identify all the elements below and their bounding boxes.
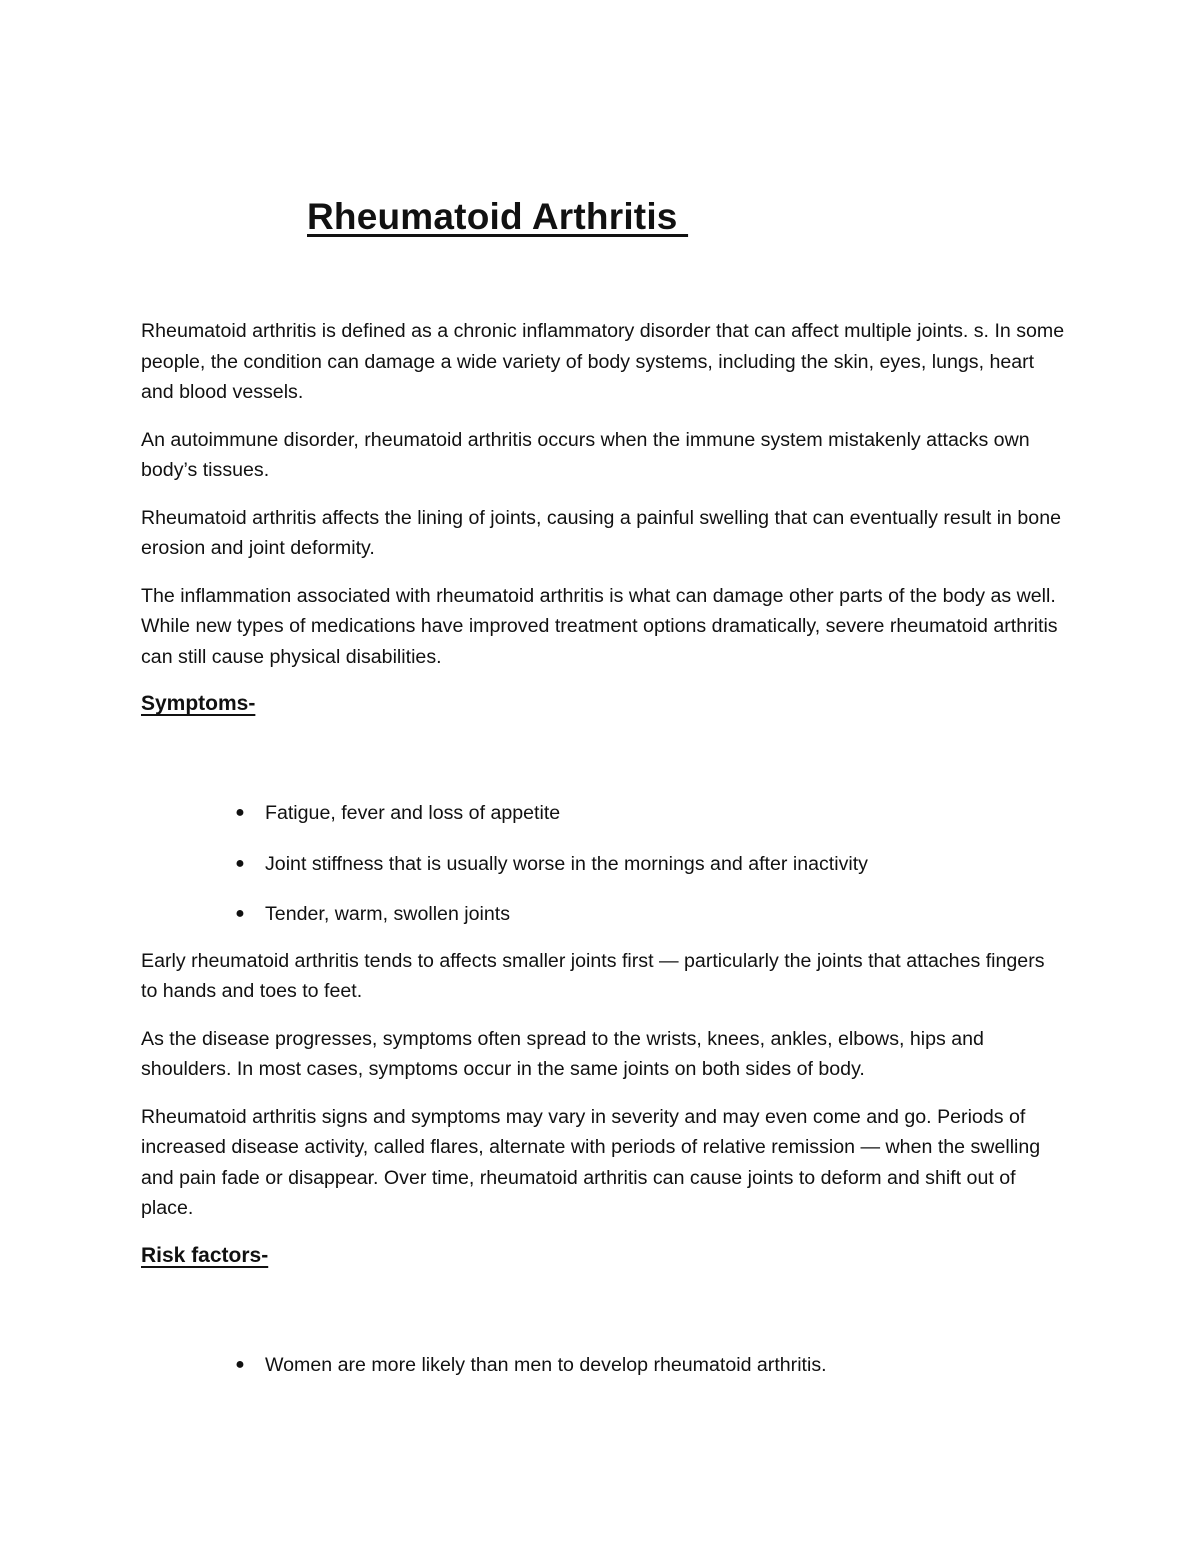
intro-paragraph-4: The inflammation associated with rheumatoid arthritis is what can damage other parts of the body as well. While new types of medications have improved treatment options dramatically, severe rheumatoid arthritis can still cause physical disabilities. — [141, 584, 1058, 668]
intro-paragraph-3: Rheumatoid arthritis affects the lining of joints, causing a painful swelling that can eventually result in bone erosion and joint deformity. — [141, 506, 1061, 559]
bullet-icon: ● — [235, 854, 245, 872]
risk-factors-list — [141, 1350, 1066, 1381]
symptom-text: Fatigue, fever and loss of appetite — [265, 802, 561, 824]
symptoms-list — [141, 798, 1066, 930]
bullet-icon: ● — [235, 905, 245, 922]
list-item — [141, 849, 1066, 880]
intro-paragraph-2: An autoimmune disorder, rheumatoid arthritis occurs when the immune system mistakenly attacks own body’s tissues. — [141, 428, 1030, 481]
symptom-text: Joint stiffness that is usually worse in the mornings and after inactivity — [265, 852, 868, 875]
list-item — [141, 798, 1066, 829]
bullet-icon: ● — [235, 804, 245, 821]
document-title: Rheumatoid Arthritis — [307, 196, 689, 237]
symptoms-paragraph-3: Rheumatoid arthritis signs and symptoms may vary in severity and may even come and go. Periods of increased disease activity, called flares, alternate with periods of relative remission — when the swelling and pain fade or disappear. Over time, rheumatoid arthritis can cause joints to deform and shift out of place. — [141, 1105, 1041, 1219]
bullet-icon: ● — [235, 1355, 245, 1373]
list-item — [141, 1350, 1066, 1381]
risk-factor-text: Women are more likely than men to develop rheumatoid arthritis. — [265, 1353, 827, 1376]
intro-paragraph-1: Rheumatoid arthritis is defined as a chronic inflammatory disorder that can affect multiple joints. s. In some people, the condition can damage a wide variety of body systems, including the skin, eyes, lungs, heart and blood vessels. — [141, 320, 1065, 403]
document-body — [141, 316, 1066, 1400]
risk-factors-heading: Risk factors- — [141, 1243, 269, 1267]
symptoms-paragraph-2: As the disease progresses, symptoms often spread to the wrists, knees, ankles, elbows, hips and shoulders. In most cases, symptoms occur in the same joints on both sides of body. — [141, 1027, 984, 1080]
symptoms-paragraph-1: Early rheumatoid arthritis tends to affects smaller joints first — particularly the joints that attaches fingers to hands and toes to feet. — [141, 949, 1045, 1002]
list-item — [141, 899, 1066, 930]
symptom-text: Tender, warm, swollen joints — [265, 903, 511, 925]
symptoms-heading: Symptoms- — [141, 692, 256, 715]
